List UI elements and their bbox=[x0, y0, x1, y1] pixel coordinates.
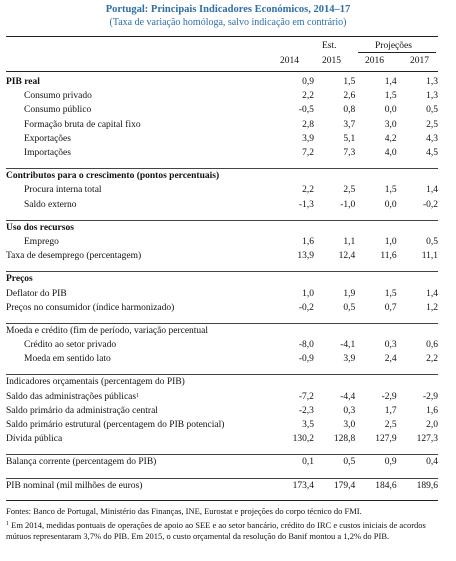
table-row bbox=[6, 272, 438, 287]
row-label: Dívida pública bbox=[6, 434, 63, 445]
value-cell-2015 bbox=[314, 169, 355, 184]
value-cell-2015: -1,0 bbox=[340, 199, 356, 210]
value-cell-2015: 7,3 bbox=[343, 148, 356, 159]
row-label-cell bbox=[6, 432, 273, 446]
value-cell-2017 bbox=[397, 375, 438, 390]
value-cell-2016: 1,4 bbox=[384, 77, 397, 88]
value-cell-2017: 0,5 bbox=[426, 236, 438, 247]
value-cell-2017: 2,2 bbox=[426, 354, 438, 365]
row-label-cell bbox=[6, 75, 273, 89]
table-row bbox=[6, 103, 438, 117]
spacer-row bbox=[6, 263, 438, 272]
value-cell-2017: 2,5 bbox=[426, 119, 438, 130]
table-row bbox=[6, 169, 438, 184]
row-label: Saldo das administrações públicas bbox=[6, 391, 137, 402]
value-cell-2017: 4,5 bbox=[426, 148, 438, 159]
value-cell-2015: 3,0 bbox=[343, 420, 356, 431]
footnote-source: Fontes: Banco de Portugal, Ministério das Finanças, INE, Eurostat e projeções do corpo técnico do FMI. bbox=[6, 506, 362, 516]
table-row bbox=[6, 235, 438, 249]
value-cell-2015: 5,1 bbox=[343, 133, 356, 144]
table-row bbox=[6, 249, 438, 263]
value-cell-2016: 2,5 bbox=[384, 420, 397, 431]
table-row bbox=[6, 286, 438, 300]
value-cell-2015 bbox=[314, 272, 355, 287]
spacer-cell bbox=[6, 315, 438, 324]
value-cell-2017: 11,1 bbox=[421, 251, 438, 262]
value-cell-2014: 1,0 bbox=[302, 288, 314, 299]
row-label-cell bbox=[6, 478, 273, 493]
spacer-row bbox=[6, 212, 438, 221]
value-cell-2014: -7,2 bbox=[298, 391, 314, 402]
row-label: PIB real bbox=[6, 77, 40, 88]
row-label: Preços bbox=[6, 274, 33, 285]
spacer-cell bbox=[6, 470, 438, 479]
table-row bbox=[6, 323, 438, 338]
value-cell-2014: 3,5 bbox=[302, 420, 314, 431]
row-label: Crédito ao setor privado bbox=[24, 340, 117, 351]
row-label: Uso dos recursos bbox=[6, 222, 74, 233]
spacer-row bbox=[6, 366, 438, 375]
value-cell-2017: 189,6 bbox=[397, 478, 438, 493]
value-cell-2014 bbox=[273, 169, 314, 184]
value-cell-2016: 0,0 bbox=[384, 199, 397, 210]
row-label-cell bbox=[6, 118, 273, 132]
value-cell-2014 bbox=[273, 323, 314, 338]
value-cell-2014: 13,9 bbox=[297, 251, 314, 262]
table-row bbox=[6, 390, 438, 404]
spacer-cell bbox=[6, 366, 438, 375]
value-cell-2017: 1,2 bbox=[426, 302, 438, 313]
table-row bbox=[6, 432, 438, 446]
value-cell-2014: 2,2 bbox=[302, 185, 314, 196]
row-label-cell bbox=[6, 375, 273, 390]
spacer-row bbox=[6, 160, 438, 169]
spacer-row bbox=[6, 446, 438, 455]
header-year-2014: 2014 bbox=[280, 56, 299, 66]
row-label: Saldo externo bbox=[24, 199, 77, 210]
row-label: Indicadores orçamentais (percentagem do PIB) bbox=[6, 377, 185, 388]
bottom-rule bbox=[6, 500, 438, 501]
row-label-cell bbox=[6, 418, 273, 432]
value-cell-2014: -0,2 bbox=[298, 302, 314, 313]
table-row bbox=[6, 75, 438, 89]
value-cell-2014: 1,6 bbox=[302, 236, 314, 247]
value-cell-2017: 4,3 bbox=[426, 133, 438, 144]
row-label-cell bbox=[6, 132, 273, 146]
value-cell-2017: -0,2 bbox=[422, 199, 438, 210]
value-cell-2016: 1,5 bbox=[384, 185, 397, 196]
value-cell-2016: 4,2 bbox=[384, 133, 397, 144]
row-label-cell bbox=[6, 301, 273, 315]
value-cell-2014: 7,2 bbox=[302, 148, 314, 159]
value-cell-2016: 11,6 bbox=[380, 251, 397, 262]
header-rule bbox=[6, 71, 438, 72]
table-row bbox=[6, 375, 438, 390]
value-cell-2015: 3,7 bbox=[343, 119, 356, 130]
value-cell-2017: 1,3 bbox=[426, 91, 438, 102]
row-label-cell bbox=[6, 272, 273, 287]
value-cell-2017: 0,4 bbox=[397, 455, 438, 470]
table-row bbox=[6, 338, 438, 352]
table-row bbox=[6, 183, 438, 197]
value-cell-2015: -4,4 bbox=[340, 391, 356, 402]
row-label-cell bbox=[6, 390, 273, 404]
spacer-row bbox=[6, 470, 438, 479]
value-cell-2016: 0,7 bbox=[384, 302, 397, 313]
row-label-cell bbox=[6, 146, 273, 160]
row-label: Deflator do PIB bbox=[6, 288, 67, 299]
value-cell-2016: -2,9 bbox=[381, 391, 397, 402]
value-cell-2017: 2,0 bbox=[426, 420, 438, 431]
value-cell-2017 bbox=[397, 323, 438, 338]
table-row bbox=[6, 478, 438, 493]
row-label-cell bbox=[6, 235, 273, 249]
value-cell-2016: 184,6 bbox=[355, 478, 396, 493]
row-label: Balança corrente (percentagem do PIB) bbox=[6, 457, 157, 468]
projections-underline bbox=[358, 52, 436, 53]
footnote-ref: 1 bbox=[136, 392, 140, 399]
value-cell-2015: 2,6 bbox=[343, 91, 356, 102]
value-cell-2016: 2,4 bbox=[384, 354, 397, 365]
value-cell-2016: 0,3 bbox=[384, 340, 397, 351]
value-cell-2015: 0,5 bbox=[343, 302, 356, 313]
row-label: PIB nominal (mil milhões de euros) bbox=[6, 480, 143, 491]
header-year-2016: 2016 bbox=[365, 56, 384, 66]
value-cell-2014 bbox=[273, 272, 314, 287]
table-row bbox=[6, 220, 438, 235]
table-row bbox=[6, 301, 438, 315]
value-cell-2014: 173,4 bbox=[273, 478, 314, 493]
row-label-cell bbox=[6, 352, 273, 366]
value-cell-2015 bbox=[314, 375, 355, 390]
row-label-cell bbox=[6, 249, 273, 263]
value-cell-2014: -1,3 bbox=[298, 199, 314, 210]
row-label: Moeda e crédito (fim de período, variação percentual bbox=[6, 325, 209, 336]
spacer-cell bbox=[6, 160, 438, 169]
value-cell-2016 bbox=[355, 375, 396, 390]
table-row bbox=[6, 146, 438, 160]
row-label-cell bbox=[6, 89, 273, 103]
value-cell-2015: 0,3 bbox=[343, 405, 356, 416]
value-cell-2014: -8,0 bbox=[298, 340, 314, 351]
row-label-cell bbox=[6, 286, 273, 300]
row-label-cell bbox=[6, 103, 273, 117]
value-cell-2014: 2,8 bbox=[302, 119, 314, 130]
table-row bbox=[6, 404, 438, 418]
value-cell-2017: 1,4 bbox=[426, 185, 438, 196]
row-label: Saldo primário da administração central bbox=[6, 405, 158, 416]
row-label: Contributos para o crescimento (pontos percentuais) bbox=[6, 171, 220, 182]
value-cell-2017 bbox=[397, 272, 438, 287]
value-cell-2014: -2,3 bbox=[298, 405, 314, 416]
value-cell-2016: 127,9 bbox=[375, 434, 397, 445]
row-label: Consumo público bbox=[24, 105, 92, 116]
value-cell-2017: 1,3 bbox=[426, 77, 438, 88]
header-year-2015: 2015 bbox=[322, 56, 341, 66]
spacer-cell bbox=[6, 212, 438, 221]
value-cell-2015: -4,1 bbox=[340, 340, 356, 351]
value-cell-2016: 0,9 bbox=[355, 455, 396, 470]
value-cell-2017 bbox=[397, 169, 438, 184]
table-row bbox=[6, 89, 438, 103]
indicators-table bbox=[6, 75, 438, 493]
row-label-cell bbox=[6, 404, 273, 418]
header-projections: Projeções bbox=[375, 41, 412, 51]
row-label: Emprego bbox=[24, 236, 59, 247]
table-row bbox=[6, 198, 438, 212]
value-cell-2016: 3,0 bbox=[384, 119, 397, 130]
value-cell-2015: 1,5 bbox=[343, 77, 356, 88]
value-cell-2016 bbox=[355, 169, 396, 184]
spacer-cell bbox=[6, 263, 438, 272]
value-cell-2015: 2,5 bbox=[343, 185, 356, 196]
table-row bbox=[6, 455, 438, 470]
row-label-cell bbox=[6, 198, 273, 212]
table-row bbox=[6, 418, 438, 432]
value-cell-2014: 0,9 bbox=[302, 77, 314, 88]
row-label: Consumo privado bbox=[24, 91, 92, 102]
value-cell-2015: 1,1 bbox=[343, 236, 356, 247]
value-cell-2014 bbox=[273, 375, 314, 390]
value-cell-2017: 0,6 bbox=[426, 340, 438, 351]
row-label: Moeda em sentido lato bbox=[24, 354, 111, 365]
row-label: Taxa de desemprego (percentagem) bbox=[6, 251, 142, 262]
value-cell-2015: 128,8 bbox=[333, 434, 356, 445]
row-label: Exportações bbox=[24, 133, 71, 144]
value-cell-2015: 0,5 bbox=[314, 455, 355, 470]
value-cell-2017: 1,6 bbox=[426, 405, 438, 416]
value-cell-2015: 0,8 bbox=[343, 105, 356, 116]
row-label: Formação bruta de capital fixo bbox=[24, 119, 141, 130]
value-cell-2015: 179,4 bbox=[314, 478, 355, 493]
value-cell-2017: 0,5 bbox=[426, 105, 438, 116]
value-cell-2015 bbox=[314, 220, 355, 235]
row-label: Preços no consumidor (índice harmonizado) bbox=[6, 302, 175, 313]
row-label-cell bbox=[6, 169, 273, 184]
row-label-cell bbox=[6, 338, 273, 352]
row-label: Saldo primário estrutural (percentagem do PIB potencial) bbox=[6, 420, 225, 431]
header-est: Est. bbox=[322, 41, 337, 51]
value-cell-2016 bbox=[355, 220, 396, 235]
footnote-text: Em 2014, medidas pontuais de operações de apoio ao SEE e ao setor bancário, crédito do IRC e custos iniciais de acordos mútuos representaram 3,7% do PIB. Em 2015, o custo orçamental da resolução do Banif montou a 1,2% do PIB. bbox=[6, 520, 426, 541]
table-row bbox=[6, 132, 438, 146]
table-row bbox=[6, 118, 438, 132]
value-cell-2016: 4,0 bbox=[384, 148, 397, 159]
row-label-cell bbox=[6, 323, 273, 338]
value-cell-2016: 1,5 bbox=[384, 288, 397, 299]
value-cell-2017: -2,9 bbox=[422, 391, 438, 402]
row-label: Procura interna total bbox=[24, 185, 102, 196]
value-cell-2016 bbox=[355, 323, 396, 338]
row-label-cell bbox=[6, 183, 273, 197]
value-cell-2016: 1,7 bbox=[384, 405, 397, 416]
value-cell-2014: -0,9 bbox=[298, 354, 314, 365]
value-cell-2016: 0,0 bbox=[384, 105, 397, 116]
value-cell-2014: -0,5 bbox=[298, 105, 314, 116]
footnote-1 bbox=[6, 520, 446, 542]
value-cell-2017 bbox=[397, 220, 438, 235]
value-cell-2014: 3,9 bbox=[302, 133, 314, 144]
top-rule bbox=[6, 36, 438, 37]
value-cell-2015 bbox=[314, 323, 355, 338]
value-cell-2015: 1,9 bbox=[343, 288, 356, 299]
value-cell-2015: 12,4 bbox=[338, 251, 356, 262]
value-cell-2017: 127,3 bbox=[416, 434, 438, 445]
table-title: Portugal: Principais Indicadores Económicos, 2014–17 bbox=[105, 4, 351, 15]
spacer-row bbox=[6, 315, 438, 324]
value-cell-2015: 3,9 bbox=[343, 354, 356, 365]
table-row bbox=[6, 352, 438, 366]
row-label-cell bbox=[6, 220, 273, 235]
value-cell-2016: 1,0 bbox=[384, 236, 397, 247]
table-subtitle: (Taxa de variação homóloga, salvo indicação em contrário) bbox=[109, 17, 347, 28]
header-year-2017: 2017 bbox=[410, 56, 429, 66]
row-label: Importações bbox=[24, 148, 71, 159]
value-cell-2017: 1,4 bbox=[426, 288, 438, 299]
footnote-marker: 1 bbox=[6, 521, 9, 527]
value-cell-2014 bbox=[273, 220, 314, 235]
spacer-cell bbox=[6, 446, 438, 455]
value-cell-2016 bbox=[355, 272, 396, 287]
value-cell-2014: 0,1 bbox=[273, 455, 314, 470]
value-cell-2016: 1,5 bbox=[384, 91, 397, 102]
value-cell-2014: 130,2 bbox=[292, 434, 314, 445]
row-label-cell bbox=[6, 455, 273, 470]
value-cell-2014: 2,2 bbox=[302, 91, 314, 102]
